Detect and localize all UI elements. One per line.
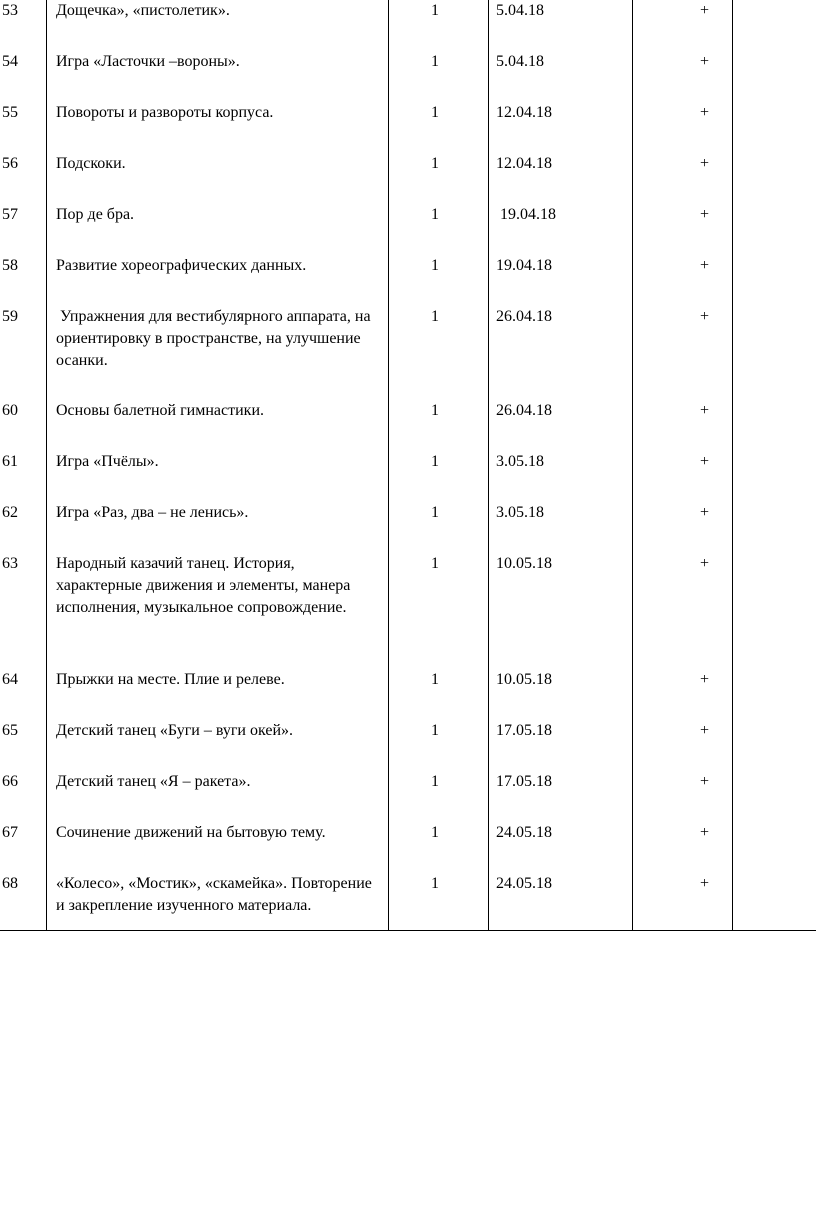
hours-cell: 1: [389, 814, 489, 865]
row-number-cell: 59: [0, 298, 47, 392]
table-row: [0, 94, 816, 145]
done-mark-cell: +: [633, 196, 733, 247]
hours-cell: 1: [389, 145, 489, 196]
topic-cell: Повороты и развороты корпуса.: [47, 94, 389, 145]
table-row: [0, 0, 816, 43]
table-row: [0, 814, 816, 865]
topic-cell: Игра «Ласточки –вороны».: [47, 43, 389, 94]
hours-cell: 1: [389, 298, 489, 392]
row-number-cell: 66: [0, 763, 47, 814]
topic-cell: Детский танец «Буги – вуги окей».: [47, 712, 389, 763]
done-mark-cell: +: [633, 494, 733, 545]
done-mark-cell: +: [633, 545, 733, 661]
date-cell: 12.04.18: [489, 94, 633, 145]
table-row: [0, 392, 816, 443]
empty-cell: [733, 94, 816, 145]
row-number-cell: 58: [0, 247, 47, 298]
hours-cell: 1: [389, 196, 489, 247]
done-mark-cell: +: [633, 763, 733, 814]
hours-cell: 1: [389, 865, 489, 931]
topic-cell: Сочинение движений на бытовую тему.: [47, 814, 389, 865]
done-mark-cell: +: [633, 145, 733, 196]
date-cell: 3.05.18: [489, 494, 633, 545]
row-number-cell: 64: [0, 661, 47, 712]
empty-cell: [733, 145, 816, 196]
topic-cell: Народный казачий танец. История, характерные движения и элементы, манера исполнения, музыкальное сопровождение.: [47, 545, 389, 661]
table-row: [0, 43, 816, 94]
date-cell: 19.04.18: [489, 196, 633, 247]
date-cell: 5.04.18: [489, 0, 633, 43]
table-row: [0, 298, 816, 392]
table-row: [0, 247, 816, 298]
hours-cell: 1: [389, 763, 489, 814]
done-mark-cell: +: [633, 865, 733, 931]
table-row: [0, 763, 816, 814]
empty-cell: [733, 196, 816, 247]
done-mark-cell: +: [633, 814, 733, 865]
date-cell: 3.05.18: [489, 443, 633, 494]
empty-cell: [733, 247, 816, 298]
table-row: [0, 545, 816, 661]
row-number-cell: 55: [0, 94, 47, 145]
empty-cell: [733, 865, 816, 931]
done-mark-cell: +: [633, 712, 733, 763]
empty-cell: [733, 763, 816, 814]
done-mark-cell: +: [633, 94, 733, 145]
row-number-cell: 65: [0, 712, 47, 763]
hours-cell: 1: [389, 43, 489, 94]
date-cell: 26.04.18: [489, 392, 633, 443]
date-cell: 24.05.18: [489, 865, 633, 931]
hours-cell: 1: [389, 392, 489, 443]
table-row: [0, 712, 816, 763]
empty-cell: [733, 0, 816, 43]
topic-cell: Прыжки на месте. Плие и релеве.: [47, 661, 389, 712]
topic-cell: Игра «Пчёлы».: [47, 443, 389, 494]
table-row: [0, 494, 816, 545]
done-mark-cell: +: [633, 392, 733, 443]
empty-cell: [733, 443, 816, 494]
row-number-cell: 60: [0, 392, 47, 443]
empty-cell: [733, 494, 816, 545]
date-cell: 12.04.18: [489, 145, 633, 196]
topic-cell: Дощечка», «пистолетик».: [47, 0, 389, 43]
empty-cell: [733, 661, 816, 712]
hours-cell: 1: [389, 494, 489, 545]
empty-cell: [733, 545, 816, 661]
row-number-cell: 56: [0, 145, 47, 196]
date-cell: 5.04.18: [489, 43, 633, 94]
done-mark-cell: +: [633, 247, 733, 298]
row-number-cell: 63: [0, 545, 47, 661]
table-row: [0, 145, 816, 196]
empty-cell: [733, 814, 816, 865]
topic-cell: «Колесо», «Мостик», «скамейка». Повторение и закрепление изученного материала.: [47, 865, 389, 931]
topic-cell: Развитие хореографических данных.: [47, 247, 389, 298]
empty-cell: [733, 392, 816, 443]
topic-cell: Упражнения для вестибулярного аппарата, на ориентировку в пространстве, на улучшение осанки.: [47, 298, 389, 392]
empty-cell: [733, 43, 816, 94]
row-number-cell: 61: [0, 443, 47, 494]
row-number-cell: 53: [0, 0, 47, 43]
table-row: [0, 443, 816, 494]
done-mark-cell: +: [633, 443, 733, 494]
empty-cell: [733, 298, 816, 392]
hours-cell: 1: [389, 0, 489, 43]
date-cell: 17.05.18: [489, 712, 633, 763]
row-number-cell: 68: [0, 865, 47, 931]
row-number-cell: 54: [0, 43, 47, 94]
row-number-cell: 57: [0, 196, 47, 247]
topic-cell: Пор де бра.: [47, 196, 389, 247]
done-mark-cell: +: [633, 0, 733, 43]
hours-cell: 1: [389, 661, 489, 712]
topic-cell: Подскоки.: [47, 145, 389, 196]
row-number-cell: 67: [0, 814, 47, 865]
done-mark-cell: +: [633, 661, 733, 712]
table-row: [0, 865, 816, 931]
hours-cell: 1: [389, 712, 489, 763]
row-number-cell: 62: [0, 494, 47, 545]
topic-cell: Детский танец «Я – ракета».: [47, 763, 389, 814]
date-cell: 10.05.18: [489, 661, 633, 712]
date-cell: 17.05.18: [489, 763, 633, 814]
done-mark-cell: +: [633, 43, 733, 94]
date-cell: 26.04.18: [489, 298, 633, 392]
hours-cell: 1: [389, 94, 489, 145]
topic-cell: Основы балетной гимнастики.: [47, 392, 389, 443]
hours-cell: 1: [389, 545, 489, 661]
hours-cell: 1: [389, 247, 489, 298]
hours-cell: 1: [389, 443, 489, 494]
table-row: [0, 661, 816, 712]
date-cell: 10.05.18: [489, 545, 633, 661]
date-cell: 24.05.18: [489, 814, 633, 865]
table-row: [0, 196, 816, 247]
topic-cell: Игра «Раз, два – не ленись».: [47, 494, 389, 545]
empty-cell: [733, 712, 816, 763]
done-mark-cell: +: [633, 298, 733, 392]
date-cell: 19.04.18: [489, 247, 633, 298]
